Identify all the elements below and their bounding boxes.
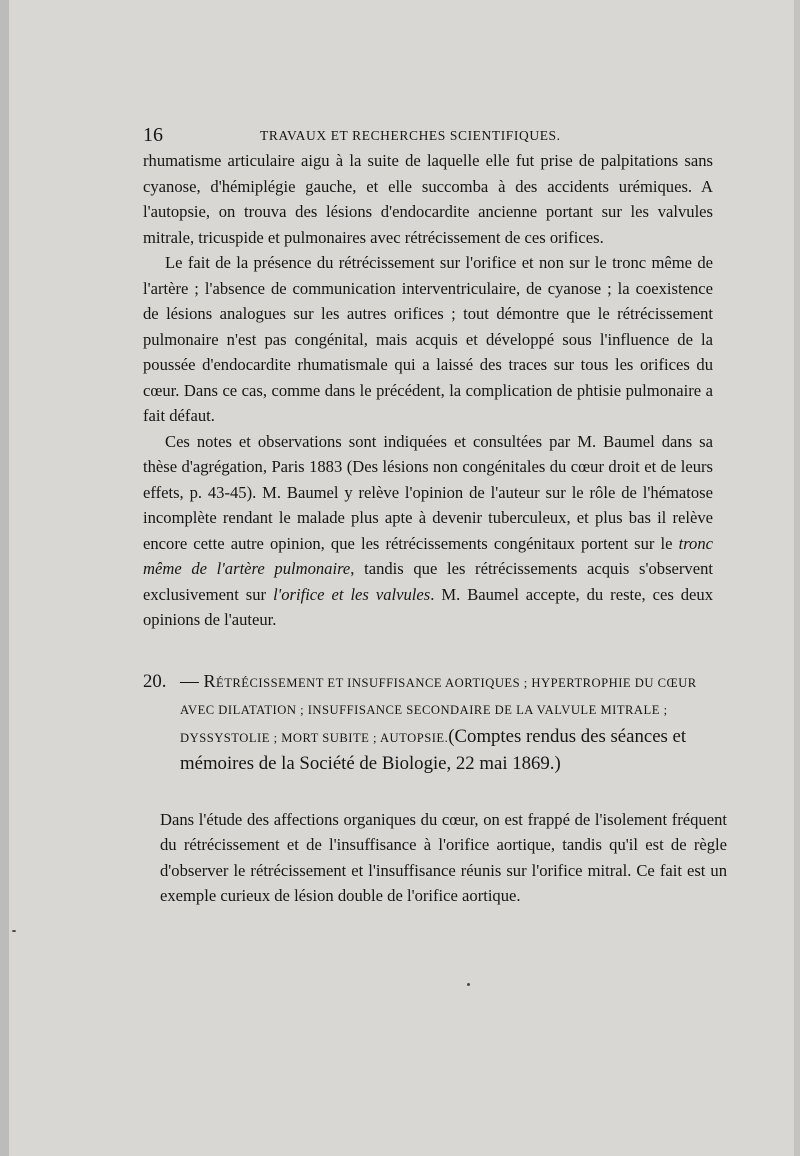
paragraph-2: Le fait de la présence du rétrécissement sur l'orifice et non sur le tronc même de l'artère ; l'absence de communication interventriculaire, de cyanose ; la coexistence de lésions analogues sur les autres orifices ; tout démontre que le rétrécissement pulmonaire n'est pas congénital, mais acquis et développé sous l'influence de la poussée d'endocardite rhumatismale qui a laissé des traces sur tous les orifices du cœur. Dans ce cas, comme dans le précédent, la complication de phtisie pulmonaire a fait défaut.: [143, 253, 713, 425]
paragraph-3-text-2: , tandis que les rétrécissements acquis s'observent exclusivement sur: [143, 559, 713, 604]
running-head: [143, 124, 713, 146]
scan-speck: [467, 983, 470, 986]
entry-dash: —: [180, 670, 204, 692]
paragraph-3: [143, 429, 713, 633]
running-title: TRAVAUX ET RECHERCHES SCIENTIFIQUES.: [260, 128, 561, 143]
page-number: 16: [143, 124, 163, 146]
scan-speck: [12, 930, 16, 932]
entry-title-rest: ÉTRÉCISSEMENT ET INSUFFISANCE AORTIQUES ; HYPERTROPHIE DU CŒUR AVEC DILATATION ; INSUFFISANCE SECONDAIRE DE LA VALVULE MITRALE ; DYSSYSTOLIE ; MORT SUBITE ; AUTOPSIE.: [180, 675, 697, 745]
page-content: [143, 124, 727, 925]
bibliography-entry: [143, 669, 713, 777]
entry-title-initial: R: [203, 670, 216, 691]
paragraph-3-text-3: . M. Baumel accepte, du reste, ces deux opinions de l'auteur.: [143, 584, 714, 629]
entry-number: 20.: [143, 670, 167, 692]
entry-abstract: Dans l'étude des affections organiques du cœur, on est frappé de l'isolement fréquent du rétrécissement et de l'insuffisance à l'orifice aortique, tandis qu'il est de règle d'observer le rétrécissement et l'insuffisance réunis sur l'orifice mitral. Ce fait est un exemple curieux de lésion double de l'orifice aortique.: [160, 809, 727, 905]
entry-text: [180, 669, 713, 777]
paragraph-3-italic-1: tronc même de l'artère pulmonaire: [143, 533, 713, 578]
page-edge-right: [794, 0, 800, 1156]
paragraph-1: rhumatisme articulaire aigu à la suite de laquelle elle fut prise de palpitations sans cyanose, d'hémiplégie gauche, et elle succomba à des accidents urémiques. A l'autopsie, on trouva des lésions d'endocardite ancienne portant sur les valvules mitrale, tricuspide et pulmonaires avec rétrécissement de ces orifices.: [143, 151, 713, 247]
entry-source: (Comptes rendus des séances et mémoires de la Société de Biologie, 22 mai 1869.): [180, 725, 687, 774]
page-edge-left: [0, 0, 9, 1156]
paragraph-3-italic-2: l'orifice et les valvules: [273, 584, 431, 604]
paragraph-3-text-1: Ces notes et observations sont indiquées et consultées par M. Baumel dans sa thèse d'agrégation, Paris 1883 (Des lésions non congénitales du cœur droit et de leurs effets, p. 43-45). M. Baumel y relève l'opinion de l'auteur sur le rôle de l'hématose incomplète rendant le malade plus apte à devenir tuberculeux, et plus bas il relève encore cette autre opinion, que les rétrécissements congénitaux portent sur le: [143, 431, 713, 553]
